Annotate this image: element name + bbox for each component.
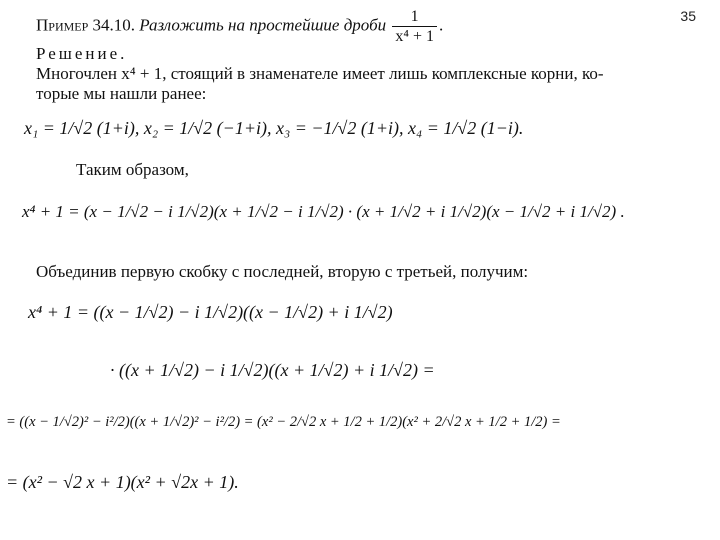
- example-label: Пример 34.10.: [36, 15, 136, 35]
- page-number: 35: [680, 8, 696, 24]
- thus-label: Таким образом,: [76, 160, 189, 179]
- paragraph-line-1: Многочлен x⁴ + 1, стоящий в знаменателе имеет лишь комплексные корни, ко-: [36, 64, 604, 83]
- equation-line-2: · ((x + 1/√2) − i 1/√2)((x + 1/√2) + i 1/√2) =: [110, 360, 435, 380]
- paragraph-line-2: торые мы нашли ранее:: [36, 84, 207, 103]
- equation-line-1: x⁴ + 1 = ((x − 1/√2) − i 1/√2)((x − 1/√2) + i 1/√2): [28, 302, 393, 322]
- factorization-line: x⁴ + 1 = (x − 1/√2 − i 1/√2)(x + 1/√2 − i 1/√2) · (x + 1/√2 + i 1/√2)(x − 1/√2 + i 1/√2) .: [22, 202, 625, 221]
- title-fraction: [392, 8, 437, 45]
- title-fraction-numerator: 1: [410, 8, 419, 25]
- equation-line-3: = ((x − 1/√2)² − i²/2)((x + 1/√2)² − i²/2) = (x² − 2/√2 x + 1/2 + 1/2)(x² + 2/√2 x + 1/2 + 1/2) =: [6, 414, 561, 430]
- solution-label: Решение.: [36, 44, 128, 63]
- example-task: Разложить на простейшие дроби: [139, 15, 387, 35]
- title-fraction-denominator: x⁴ + 1: [392, 26, 437, 46]
- roots-line: x₁ = 1/√2 (1+i), x₂ = 1/√2 (−1+i), x₃ = −1/√2 (1+i), x₄ = 1/√2 (1−i).: [24, 118, 524, 138]
- example-title: Пример 34.10. Разложить на простейшие дроби $\frac{1}{\text{x⁴ + 1}}$ .: [36, 8, 444, 45]
- equation-line-4: = (x² − √2 x + 1)(x² + √2x + 1).: [6, 472, 239, 492]
- combine-text: Объединив первую скобку с последней, вторую с третьей, получим:: [36, 262, 529, 281]
